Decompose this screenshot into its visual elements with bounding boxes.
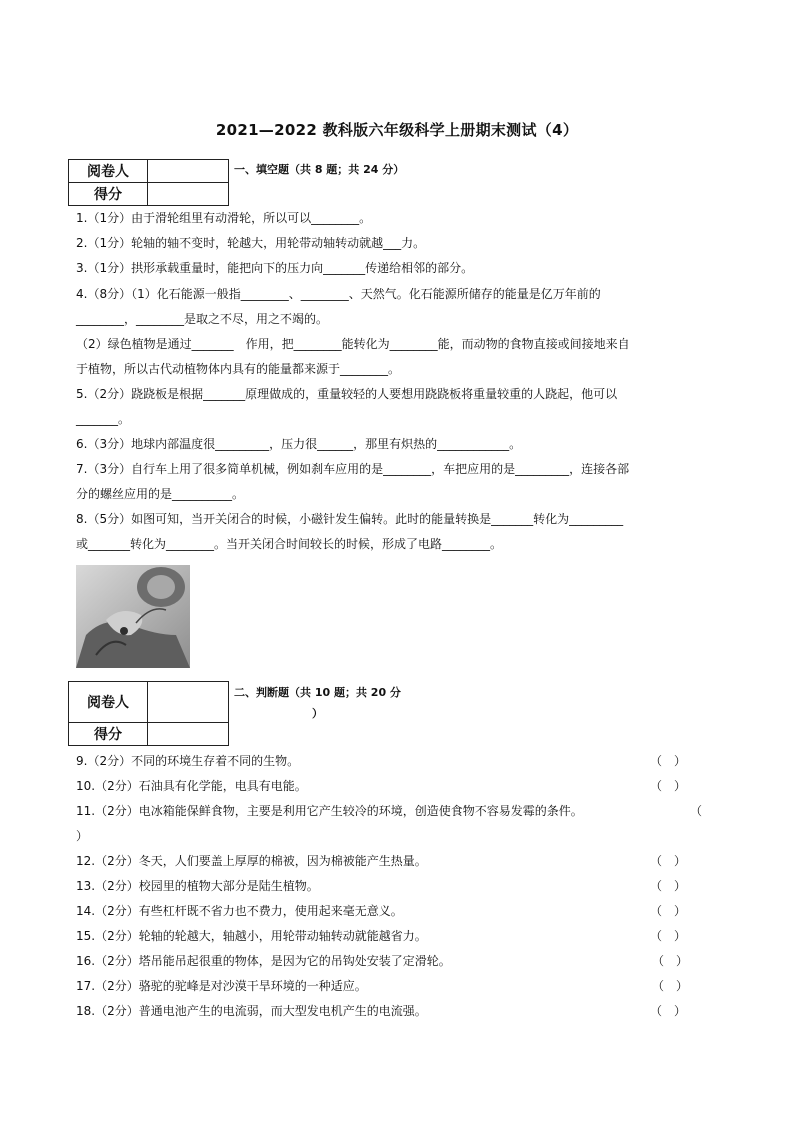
q8-line-2: 或_______转化为________。当开关闭合时间较长的时候，形成了电路________。 [76,537,503,551]
q6-line: 6.（3分）地球内部温度很_________，压力很______，那里有炽热的____________。 [76,437,522,451]
experiment-photo-svg [76,565,190,668]
q11-item-cont [76,828,722,844]
score-box-1 [68,159,229,206]
score-field[interactable] [148,183,229,206]
q18-answer-paren[interactable]: （ ） [649,1004,686,1018]
q11-answer-paren-open[interactable]: （ [689,804,702,818]
q17-item [76,978,722,994]
q11-answer-paren-close: ） [76,829,89,843]
experiment-photo [76,565,190,668]
score-label-2: 得分 [69,723,148,746]
q15-item [76,928,722,944]
q15-text: 15.（2分）轮轴的轮越大，轴越小，用轮带动轴转动就能越省力。 [76,929,427,943]
q8-line-1: 8.（5分）如图可知，当开关闭合的时候，小磁针发生偏转。此时的能量转换是_______转化为_________ [76,512,624,526]
q10-answer-paren[interactable]: （ ） [649,779,686,793]
q10-text: 10.（2分）石油具有化学能，电具有电能。 [76,779,307,793]
q11-item [76,803,722,819]
q13-text: 13.（2分）校园里的植物大部分是陆生植物。 [76,879,319,893]
section-1-heading: 一、填空题（共 8 题；共 24 分） [234,163,405,176]
q17-answer-paren[interactable]: （ ） [651,979,688,993]
reviewer-field-2[interactable] [148,682,229,723]
q5-line-2: _______。 [76,412,131,426]
q15-answer-paren[interactable]: （ ） [649,929,686,943]
page-title: 2021—2022 教科版六年级科学上册期末测试（4） [215,121,579,139]
q9-item [76,753,722,769]
score-label: 得分 [69,183,148,206]
q4-line-2: ________，________是取之不尽，用之不竭的。 [76,312,329,326]
section-2-heading-line-2: ） [312,707,323,720]
section-2-heading-line-1: 二、判断题（共 10 题；共 20 分 [234,686,401,699]
reviewer-label-2: 阅卷人 [69,682,148,723]
q14-item [76,903,722,919]
q10-item [76,778,722,794]
q14-text: 14.（2分）有些杠杆既不省力也不费力，使用起来毫无意义。 [76,904,403,918]
q18-item [76,1003,722,1019]
q4-line-1: 4.（8分）（1）化石能源一般指________、________、天然气。化石能源所储存的能量是亿万年前的 [76,287,601,301]
q13-answer-paren[interactable]: （ ） [649,879,686,893]
q12-answer-paren[interactable]: （ ） [649,854,686,868]
q4-line-3: （2）绿色植物是通过_______ 作用，把________能转化为________能，而动物的食物直接或间接地来自 [76,337,630,351]
q16-text: 16.（2分）塔吊能吊起很重的物体，是因为它的吊钩处安装了定滑轮。 [76,954,451,968]
score-field-2[interactable] [148,723,229,746]
q5-line-1: 5.（2分）跷跷板是根据_______原理做成的，重量较轻的人要想用跷跷板将重量较重的人跷起，他可以 [76,387,618,401]
q18-text: 18.（2分）普通电池产生的电流弱，而大型发电机产生的电流强。 [76,1004,427,1018]
q7-line-2: 分的螺丝应用的是__________。 [76,487,245,501]
reviewer-label: 阅卷人 [69,160,148,183]
q16-item [76,953,722,969]
q7-line-1: 7.（3分）自行车上用了很多简单机械，例如刹车应用的是________，车把应用的是_________，连接各部 [76,462,630,476]
q3-line: 3.（1分）拱形承载重量时，能把向下的压力向_______传递给相邻的部分。 [76,261,474,275]
q2-line: 2.（1分）轮轴的轴不变时，轮越大，用轮带动轴转动就越___力。 [76,236,426,250]
q9-answer-paren[interactable]: （ ） [649,754,686,768]
q9-text: 9.（2分）不同的环境生存着不同的生物。 [76,754,300,768]
q16-answer-paren[interactable]: （ ） [651,954,688,968]
q13-item [76,878,722,894]
q17-text: 17.（2分）骆驼的驼峰是对沙漠干旱环境的一种适应。 [76,979,367,993]
q12-text: 12.（2分）冬天，人们要盖上厚厚的棉被，因为棉被能产生热量。 [76,854,427,868]
q12-item [76,853,722,869]
q1-line: 1.（1分）由于滑轮组里有动滑轮，所以可以________。 [76,211,372,225]
q14-answer-paren[interactable]: （ ） [649,904,686,918]
score-box-2 [68,681,229,746]
reviewer-field[interactable] [148,160,229,183]
q4-line-4: 于植物，所以古代动植物体内具有的能量都来源于________。 [76,362,401,376]
q11-text: 11.（2分）电冰箱能保鲜食物，主要是利用它产生较冷的环境，创造使食物不容易发霉的条件。 [76,804,583,818]
